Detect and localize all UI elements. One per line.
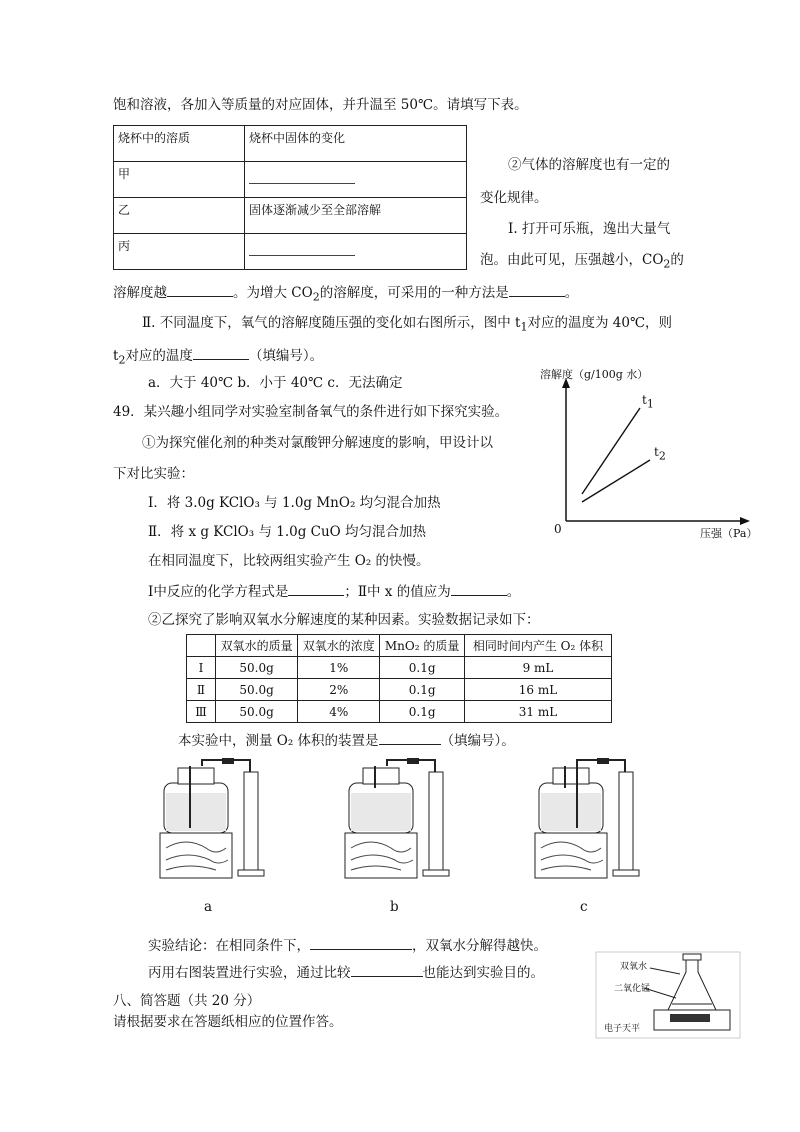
table-row	[187, 701, 612, 723]
answer-blank[interactable]	[193, 345, 249, 360]
cylinder-base	[423, 870, 449, 876]
tube-clamp	[222, 758, 234, 764]
table-cell: 31 mL	[465, 701, 612, 723]
apparatus-question: 本实验中，测量 O₂ 体积的装置是 （填编号）。	[178, 730, 515, 750]
apparatus-c	[525, 758, 685, 888]
tube-clamp	[597, 758, 609, 764]
q49-p2: 下对比实验：	[113, 466, 194, 482]
answer-blank[interactable]	[451, 581, 507, 596]
q49-p4: Ⅰ中反应的化学方程式是 ；Ⅱ中 x 的值应为 。	[148, 581, 520, 601]
section8-instruction: 请根据要求在答题纸相应的位置作答。	[113, 1014, 343, 1030]
table-cell: 50.0g	[216, 701, 298, 723]
answer-blank[interactable]	[288, 581, 344, 596]
table-row	[187, 657, 612, 679]
tube-clamp	[407, 758, 419, 764]
balance-display	[670, 1014, 710, 1022]
table-cell: Ⅰ	[187, 657, 216, 679]
table-cell: 4%	[298, 701, 380, 723]
table-header: 双氧水的质量	[216, 635, 298, 657]
label-balance: 电子天平	[604, 1024, 641, 1034]
stopper	[363, 768, 399, 784]
gas-text-5: 溶解度越 。为增大 $CO_2$的溶解度，可采用的一种方法是 。	[113, 282, 578, 307]
t2-line	[582, 460, 650, 502]
table-cell: Ⅱ	[187, 679, 216, 701]
q49-exp1: Ⅰ．将 3.0g KClO₃ 与 1.0g MnO₂ 均匀混合加热	[148, 495, 441, 511]
apparatus-b	[335, 758, 495, 888]
q49-title: 49．某兴趣小组同学对实验室制备氧气的条件进行如下探究实验。	[113, 404, 509, 420]
answer-blank[interactable]	[167, 282, 233, 297]
apparatus-label-a: a	[204, 899, 213, 915]
q49-p3: 在相同温度下，比较两组实验产生 O₂ 的快慢。	[148, 553, 430, 569]
table-header	[187, 635, 216, 657]
table-cell: 固体逐渐减少至全部溶解	[245, 198, 467, 234]
t1-line	[582, 408, 640, 494]
table-cell: 50.0g	[216, 679, 298, 701]
table-header: 相同时间内产生 O₂ 体积	[465, 635, 612, 657]
table-cell: Ⅲ	[187, 701, 216, 723]
answer-blank[interactable]	[509, 282, 565, 297]
table-row	[114, 198, 467, 234]
table-cell: 1%	[298, 657, 380, 679]
h2o2-table	[186, 634, 612, 723]
cylinder	[619, 772, 633, 872]
cylinder	[429, 772, 443, 872]
table-header: 烧杯中固体的变化	[245, 126, 467, 162]
q49-p5: ②乙探究了影响双氧水分解速度的某种因素。实验数据记录如下：	[148, 612, 540, 628]
q49-p1: ①为探究催化剂的种类对氯酸钾分解速度的影响，甲设计以	[142, 435, 493, 451]
stopper	[178, 768, 214, 784]
table-row	[187, 679, 612, 701]
table-cell: 2%	[298, 679, 380, 701]
table-header: 烧杯中的溶质	[114, 126, 245, 162]
q2-line2: $t_2$对应的温度 （填编号）。	[113, 345, 323, 370]
water	[541, 793, 601, 831]
q2-line1: Ⅱ. 不同温度下，氧气的溶解度随压强的变化如右图所示，图中 $t_1$对应的温度为 40℃，则	[142, 315, 673, 334]
graph-t1-label: $t_1$	[642, 393, 654, 411]
water	[351, 793, 411, 831]
table-row	[187, 635, 612, 657]
table-cell: 0.1g	[380, 679, 465, 701]
cylinder	[244, 772, 258, 872]
table-cell: 50.0g	[216, 657, 298, 679]
graph-origin: 0	[554, 522, 562, 536]
cylinder-base	[613, 870, 639, 876]
table-cell: 乙	[114, 198, 245, 234]
table-row	[114, 234, 467, 270]
cylinder-base	[238, 870, 264, 876]
table-cell: 9 mL	[465, 657, 612, 679]
label-mno2: 二氧化锰	[614, 984, 651, 994]
table-header: MnO₂ 的质量	[380, 635, 465, 657]
bing-line: 丙用右图装置进行实验，通过比较 也能达到实验目的。	[148, 962, 544, 982]
apparatus-label-b: b	[390, 899, 399, 915]
gas-text-3: Ⅰ. 打开可乐瓶，逸出大量气	[508, 221, 671, 237]
answer-blank[interactable]	[245, 162, 467, 198]
graph-ylabel: 溶解度（g/100g 水）	[540, 368, 649, 381]
table-cell: 0.1g	[380, 657, 465, 679]
label-h2o2: 双氧水	[620, 962, 648, 972]
solute-table	[113, 125, 467, 270]
intro-line: 饱和溶液，各加入等质量的对应固体，并升温至 50℃。请填写下表。	[113, 97, 528, 113]
apparatus-label-c: c	[580, 899, 588, 915]
water	[166, 793, 226, 831]
gas-text-1: ②气体的溶解度也有一定的	[508, 157, 670, 173]
table-cell: 16 mL	[465, 679, 612, 701]
graph-xlabel: 压强（Pa）	[700, 527, 758, 540]
answer-blank[interactable]	[310, 935, 412, 950]
q49-exp2: Ⅱ．将 x g KClO₃ 与 1.0g CuO 均匀混合加热	[148, 524, 427, 540]
flask-cotton	[683, 954, 701, 960]
table-cell: 0.1g	[380, 701, 465, 723]
graph-t2-label: $t_2$	[654, 445, 666, 463]
table-cell: 甲	[114, 162, 245, 198]
q2-options: a．大于 40℃ b．小于 40℃ c．无法确定	[148, 375, 403, 391]
answer-blank[interactable]	[351, 962, 423, 977]
stopper	[553, 768, 589, 784]
answer-blank[interactable]	[245, 234, 467, 270]
gas-text-2: 变化规律。	[480, 190, 548, 206]
table-row	[114, 162, 467, 198]
answer-blank[interactable]	[379, 730, 441, 745]
gas-text-4: 泡。由此可见，压强越小，$CO_2$的	[480, 252, 684, 271]
x-axis-arrow	[740, 517, 750, 525]
table-cell: 丙	[114, 234, 245, 270]
table-row	[114, 126, 467, 162]
conclusion-line: 实验结论：在相同条件下， ，双氧水分解得越快。	[148, 935, 547, 955]
apparatus-a	[150, 758, 310, 888]
section8-title: 八、简答题（共 20 分）	[113, 993, 261, 1009]
table-header: 双氧水的浓度	[298, 635, 380, 657]
